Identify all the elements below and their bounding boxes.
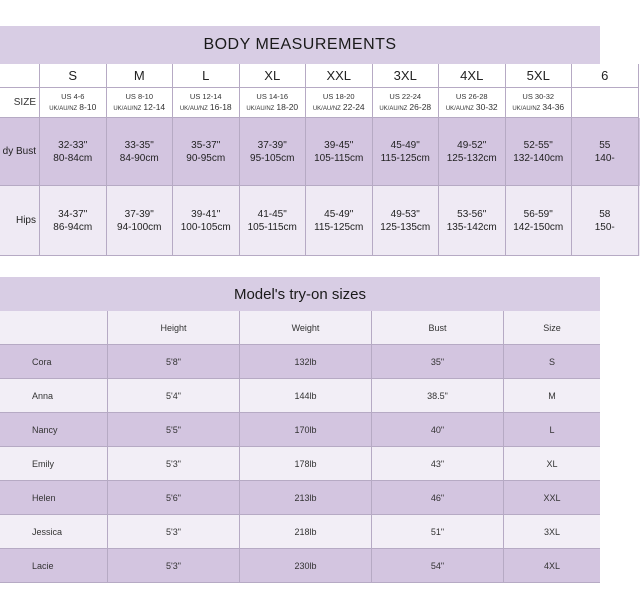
hips-cm: 100-105cm: [180, 221, 231, 233]
model-value-2: 213lb: [240, 481, 372, 514]
model-row: [0, 379, 600, 413]
model-value-1: 5'4": [108, 379, 240, 412]
uk-prefix: UK/AU/NZ: [49, 105, 78, 112]
bust-inches: 32-33": [58, 139, 88, 151]
model-value-3: 40": [372, 413, 504, 446]
model-row: [0, 447, 600, 481]
us-size: US 12-14: [189, 91, 222, 101]
model-value-3: 46": [372, 481, 504, 514]
body-measurements-title: BODY MEASUREMENTS: [0, 26, 600, 64]
model-value-1: 5'3": [108, 549, 240, 582]
size-conversion-cell-7: [506, 88, 573, 118]
bust-cell-2: [173, 118, 240, 186]
uk-size: [379, 102, 431, 115]
size-conversion-cell-6: [439, 88, 506, 118]
model-value-4: 3XL: [543, 526, 560, 537]
bust-cm: 90-95cm: [186, 152, 226, 164]
bust-inches: 37-39": [257, 139, 287, 151]
hips-inches: 56-59": [523, 208, 553, 220]
uk-size: [446, 102, 498, 115]
bust-cell-4: [306, 118, 373, 186]
model-value-2: 218lb: [240, 515, 372, 548]
model-value-1: 5'8": [108, 345, 240, 378]
model-value-4: M: [548, 390, 556, 401]
uk-size-value: 12-14: [143, 101, 166, 112]
model-value-3: 51": [372, 515, 504, 548]
size-conversion-cell-1: [107, 88, 174, 118]
model-row: [0, 549, 600, 583]
size-conversion-cell-4: [306, 88, 373, 118]
uk-size: [49, 102, 96, 115]
hips-cm: 142-150cm: [513, 221, 564, 233]
uk-size: [180, 102, 232, 115]
bust-row: [0, 118, 640, 186]
uk-prefix: UK/AU/NZ: [312, 105, 341, 112]
model-value-3: 43": [372, 447, 504, 480]
model-value-1: 5'5": [108, 413, 240, 446]
size-header-5: 3XL: [373, 64, 440, 88]
size-header-1: M: [107, 64, 174, 88]
bust-cm: 95-105cm: [250, 152, 295, 164]
uk-size-value: 22-24: [342, 101, 365, 112]
uk-size: [113, 102, 165, 115]
size-header-4: XXL: [306, 64, 373, 88]
size-conversion-cell-2: [173, 88, 240, 118]
bust-inches: 45-49": [390, 139, 420, 151]
model-value-4: XXL: [543, 492, 561, 503]
bust-cm: 115-125cm: [380, 152, 430, 164]
hips-inches: 58: [599, 208, 611, 220]
hips-cm: 125-135cm: [380, 221, 431, 233]
hips-row: [0, 186, 640, 256]
hips-cm: 115-125cm: [314, 221, 364, 233]
uk-size: [246, 102, 298, 115]
hips-inches: 49-53": [390, 208, 420, 220]
hips-inches: 53-56": [457, 208, 487, 220]
uk-prefix: UK/AU/NZ: [379, 105, 408, 112]
model-value-2: 170lb: [240, 413, 372, 446]
hips-label: Hips: [0, 186, 40, 256]
model-name: Lacie: [0, 549, 108, 582]
hips-cell-4: [306, 186, 373, 256]
bust-cm: 140-: [594, 152, 615, 164]
model-name: Jessica: [0, 515, 108, 548]
model-row: [0, 515, 600, 549]
model-value-2: 132lb: [240, 345, 372, 378]
us-size: US 18-20: [322, 91, 355, 101]
hips-cm: 135-142cm: [446, 221, 497, 233]
hips-inches: 45-49": [324, 208, 354, 220]
model-value-3: 54": [372, 549, 504, 582]
hips-cell-1: [107, 186, 174, 256]
bust-inches: 39-45": [324, 139, 354, 151]
model-header-0: [0, 311, 108, 344]
hips-cell-7: [506, 186, 573, 256]
hips-cm: 105-115cm: [247, 221, 297, 233]
model-name: Helen: [0, 481, 108, 514]
bust-cm: 84-90cm: [119, 152, 159, 164]
model-value-2: 144lb: [240, 379, 372, 412]
size-header-3: XL: [240, 64, 307, 88]
model-table-header: [0, 311, 600, 345]
model-name: Emily: [0, 447, 108, 480]
uk-prefix: UK/AU/NZ: [246, 105, 275, 112]
model-sizes-table: [0, 311, 600, 583]
model-value-3: 35": [372, 345, 504, 378]
uk-prefix: UK/AU/NZ: [113, 105, 142, 112]
hips-inches: 34-37": [58, 208, 88, 220]
size-conversion-cell-3: [240, 88, 307, 118]
size-row: [0, 64, 640, 88]
body-measurements-table: [0, 64, 615, 256]
model-value-4: L: [549, 424, 555, 435]
model-header-4: Size: [543, 322, 561, 333]
hips-inches: 41-45": [257, 208, 287, 220]
hips-cm: 86-94cm: [53, 221, 93, 233]
corner-cell: [0, 64, 40, 88]
uk-prefix: UK/AU/NZ: [512, 105, 541, 112]
us-size: US 14-16: [256, 91, 289, 101]
model-value-4: S: [548, 356, 555, 367]
model-value-4: XL: [546, 458, 558, 469]
bust-cell-8: [572, 118, 639, 186]
model-name: Nancy: [0, 413, 108, 446]
bust-cm: 125-132cm: [446, 152, 497, 164]
model-value-4: 4XL: [543, 560, 560, 571]
model-value-2: 230lb: [240, 549, 372, 582]
bust-inches: 33-35": [124, 139, 154, 151]
bust-cm: 132-140cm: [513, 152, 564, 164]
size-header-8: 6: [572, 64, 639, 88]
uk-size-value: 30-32: [475, 101, 498, 112]
model-name: Anna: [0, 379, 108, 412]
size-conversion-cell-0: [40, 88, 107, 118]
size-header-0: S: [40, 64, 107, 88]
model-row: [0, 481, 600, 515]
bust-cm: 80-84cm: [53, 152, 93, 164]
bust-inches: 49-52": [457, 139, 487, 151]
model-name: Cora: [0, 345, 108, 378]
bust-cell-0: [40, 118, 107, 186]
bust-cell-7: [506, 118, 573, 186]
bust-inches: 55: [599, 139, 611, 151]
model-header-2: Weight: [240, 311, 372, 344]
hips-inches: 39-41": [191, 208, 221, 220]
model-row: [0, 345, 600, 379]
model-value-2: 178lb: [240, 447, 372, 480]
us-size: US 8-10: [125, 91, 153, 101]
bust-cell-5: [373, 118, 440, 186]
bust-cell-1: [107, 118, 174, 186]
bust-cell-6: [439, 118, 506, 186]
size-header-6: 4XL: [439, 64, 506, 88]
hips-cell-0: [40, 186, 107, 256]
uk-size: [313, 102, 365, 115]
hips-cell-8: [572, 186, 639, 256]
model-value-1: 5'6": [108, 481, 240, 514]
size-header-2: L: [173, 64, 240, 88]
hips-cell-3: [240, 186, 307, 256]
size-conversion-cell-5: [373, 88, 440, 118]
us-size: US 4-6: [61, 91, 85, 101]
bust-cell-3: [240, 118, 307, 186]
model-header-3: Bust: [372, 311, 504, 344]
hips-cell-2: [173, 186, 240, 256]
us-uk-size-row: [0, 88, 640, 118]
uk-prefix: UK/AU/NZ: [445, 105, 474, 112]
uk-size-value: 26-28: [409, 101, 432, 112]
size-conversion-cell-8: [572, 88, 639, 118]
bust-inches: 35-37": [191, 139, 221, 151]
hips-cell-5: [373, 186, 440, 256]
bust-label: dy Bust: [0, 118, 40, 186]
size-label: SIZE: [0, 88, 40, 118]
model-value-3: 38.5": [372, 379, 504, 412]
model-value-1: 5'3": [108, 515, 240, 548]
uk-size-value: 18-20: [276, 101, 299, 112]
uk-size: [512, 102, 564, 115]
hips-cell-6: [439, 186, 506, 256]
model-header-1: Height: [108, 311, 240, 344]
model-value-1: 5'3": [108, 447, 240, 480]
model-row: [0, 413, 600, 447]
bust-cm: 105-115cm: [314, 152, 364, 164]
uk-size-value: 8-10: [79, 101, 97, 112]
model-sizes-title: Model's try-on sizes: [0, 277, 600, 311]
size-header-7: 5XL: [506, 64, 573, 88]
uk-size-value: 16-18: [209, 101, 232, 112]
bust-inches: 52-55": [523, 139, 553, 151]
uk-prefix: UK/AU/NZ: [179, 105, 208, 112]
hips-inches: 37-39": [124, 208, 154, 220]
us-size: US 26-28: [455, 91, 488, 101]
us-size: US 22-24: [389, 91, 422, 101]
uk-size-value: 34-36: [542, 101, 565, 112]
us-size: US 30-32: [522, 91, 555, 101]
hips-cm: 150-: [594, 221, 615, 233]
hips-cm: 94-100cm: [117, 221, 162, 233]
